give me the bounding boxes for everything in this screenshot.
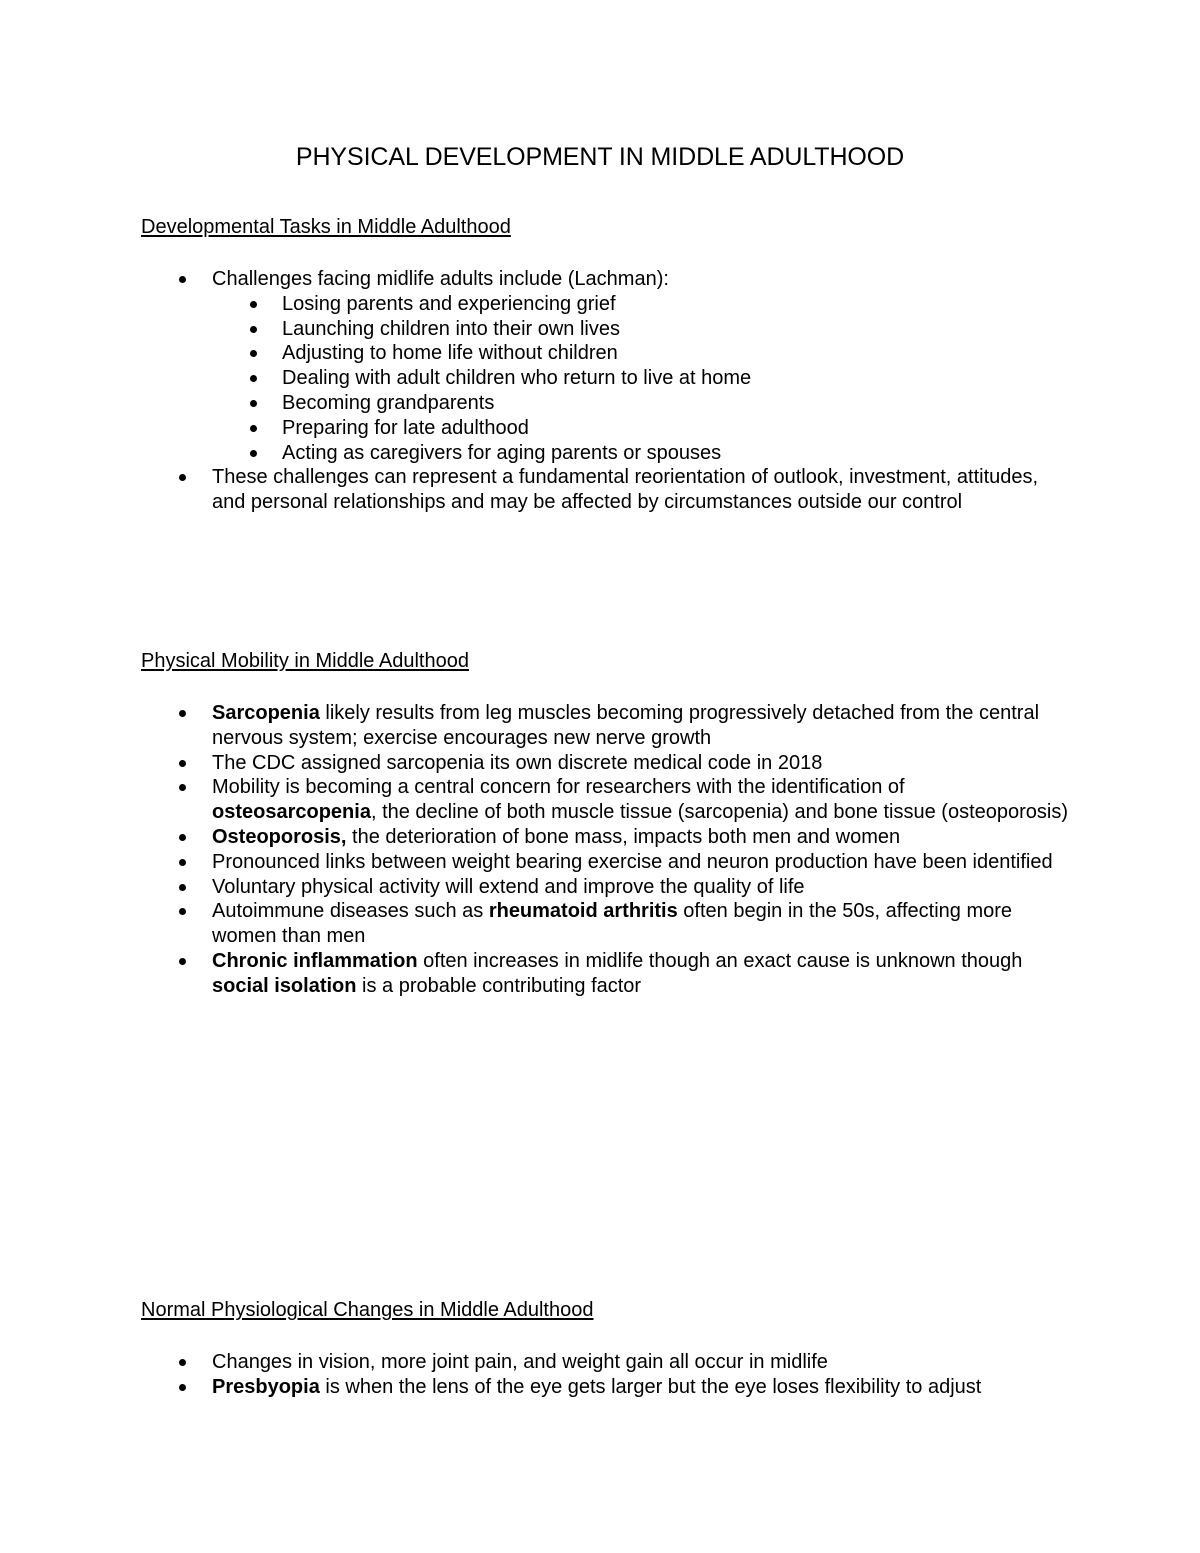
key-term: osteosarcopenia (212, 801, 371, 824)
sublist-item (282, 441, 1072, 466)
key-term: social isolation (212, 974, 357, 997)
bullet-icon (179, 1359, 186, 1366)
sublist-item-text: Dealing with adult children who return to live at home (282, 367, 752, 390)
bullet-icon (179, 784, 186, 791)
list-item-text: is a probable contributing factor (356, 974, 642, 997)
list-item-text: These challenges can represent a fundamental reorientation of outlook, investment, attitudes, and personal relationships and may be affected by circumstances outside our control (212, 466, 1039, 514)
list-item-text: is when the lens of the eye gets larger but the eye loses flexibility to adjust (319, 1375, 982, 1398)
sublist-item-text: Preparing for late adulthood (282, 416, 529, 439)
challenges-sublist (282, 292, 1072, 466)
list-item-text: the deterioration of bone mass, impacts both men and women (346, 825, 901, 848)
list-item (212, 267, 1072, 465)
list-item (212, 949, 1072, 999)
list-item (212, 1375, 1072, 1400)
list-item (212, 899, 1072, 949)
bullet-icon (179, 710, 186, 717)
physical-mobility-list (212, 701, 1072, 999)
list-item (212, 825, 1072, 850)
bullet-icon (179, 908, 186, 915)
bullet-icon (250, 450, 257, 457)
sublist-item (282, 341, 1072, 366)
developmental-tasks-list (212, 267, 1072, 515)
key-term: rheumatoid arthritis (488, 900, 678, 923)
list-item-text: Challenges facing midlife adults include (Lachman): (212, 268, 669, 290)
sublist-item (282, 391, 1072, 416)
bullet-icon (179, 884, 186, 891)
sublist-item (282, 292, 1072, 317)
bullet-icon (250, 326, 257, 333)
sublist-item (282, 416, 1072, 441)
sublist-item (282, 366, 1072, 391)
bullet-icon (179, 276, 186, 283)
bullet-icon (250, 425, 257, 432)
bullet-icon (179, 958, 186, 965)
key-term: Presbyopia (212, 1375, 320, 1398)
list-item-text: The CDC assigned sarcopenia its own discrete medical code in 2018 (212, 751, 823, 774)
list-item-text: often begin in the 50s, affecting more women than men (212, 900, 1013, 948)
bullet-icon (250, 400, 257, 407)
bullet-icon (179, 760, 186, 767)
bullet-icon (179, 834, 186, 841)
list-item-text: , the decline of both muscle tissue (sarcopenia) and bone tissue (osteoporosis) (370, 801, 1069, 824)
list-item (212, 1350, 1072, 1375)
list-item-text: often increases in midlife though an exact cause is unknown though (417, 949, 1023, 972)
sublist-item-text: Losing parents and experiencing grief (282, 292, 616, 315)
list-item-text: Mobility is becoming a central concern for researchers with the identification of (212, 776, 905, 799)
sublist-item-text: Acting as caregivers for aging parents or spouses (282, 441, 722, 464)
key-term: Chronic inflammation (212, 949, 418, 972)
sublist-item-text: Adjusting to home life without children (282, 342, 618, 365)
list-item-text: Autoimmune diseases such as (212, 900, 489, 923)
list-item-text: Changes in vision, more joint pain, and weight gain all occur in midlife (212, 1351, 828, 1373)
bullet-icon (179, 474, 186, 481)
bullet-icon (250, 350, 257, 357)
physiological-changes-list (212, 1350, 1072, 1400)
sublist-item-text: Becoming grandparents (282, 391, 495, 414)
list-item (212, 775, 1072, 825)
bullet-icon (250, 301, 257, 308)
bullet-icon (179, 1384, 186, 1391)
list-item (212, 701, 1072, 751)
list-item-text: Pronounced links between weight bearing exercise and neuron production have been identified (212, 850, 1053, 873)
list-item (212, 751, 1072, 776)
section-heading-physiological-changes: Normal Physiological Changes in Middle Adulthood (141, 1299, 594, 1321)
bullet-icon (250, 375, 257, 382)
key-term: Sarcopenia (212, 702, 320, 724)
list-item (212, 465, 1072, 515)
key-term: Osteoporosis, (212, 825, 347, 848)
section-heading-developmental-tasks: Developmental Tasks in Middle Adulthood (141, 216, 511, 238)
list-item-text: Voluntary physical activity will extend and improve the quality of life (212, 875, 805, 898)
section-heading-physical-mobility: Physical Mobility in Middle Adulthood (141, 650, 469, 672)
sublist-item-text: Launching children into their own lives (282, 317, 620, 340)
list-item-text: likely results from leg muscles becoming progressively detached from the central nervous system; exercise encourages new nerve growth (212, 702, 1040, 749)
page-title: PHYSICAL DEVELOPMENT IN MIDDLE ADULTHOOD (295, 143, 905, 171)
sublist-item (282, 317, 1072, 342)
bullet-icon (179, 859, 186, 866)
list-item (212, 850, 1072, 875)
list-item (212, 875, 1072, 900)
